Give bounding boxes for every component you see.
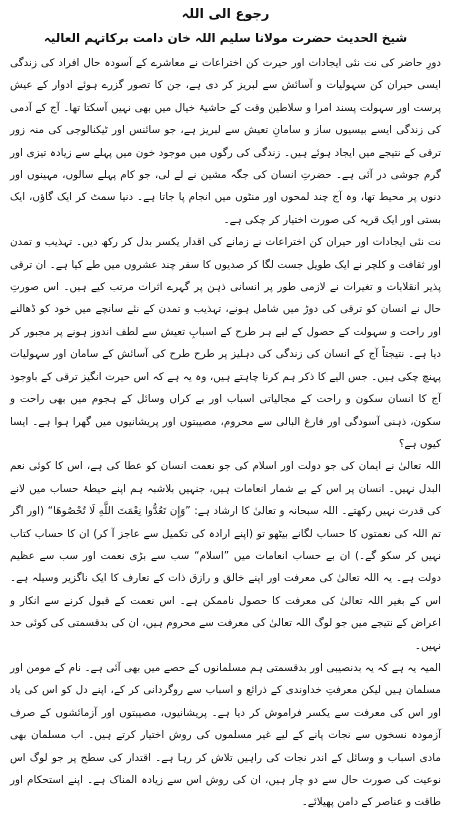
paragraph-2: نت نئی ایجادات اور حیران کن اختراعات نے زمانے کی اقدار یکسر بدل کر رکھ دیں۔ تہذیب و تمدن اور ثقافت و کلچر نے ایک طویل جست لگا کر صدیوں کا سفر چند عشروں میں طے کیا ہے۔ ان ترقی پذیر انقلابات و تغیرات نے لازمی طور پر انسانی ذہن پر گہرے اثرات مرتب کیے ہیں۔ اس صورتِ حال نے انسان کو ترقی کی دوڑ میں شامل ہونے، تہذیب و تمدن کے نئے سانچے میں خود کو ڈھالنے اور راحت و سہولت کے حصول کے لیے ہر طرح کے اسبابِ تعیش سے لطف اندوز ہونے پر مجبور کر دیا ہے۔ نتیجتاً آج کے انسان کی زندگی کی دہلیز پر طرح طرح کی آسائش کے سامان اور سہولیات پہنچ چکی ہیں۔ جس الیے کا ذکر ہم کرنا چاہتے ہیں، وہ یہ ہے کہ اس حیرت انگیز ترقی کے باوجود آج کا انسان سکون و راحت کے مجالیاتی اسباب اور بے کراں وسائل کے ہجوم میں بھی راحت و سکون، ذہنی آسودگی اور فارغ البالی سے محروم، مصیبتوں اور پریشانیوں میں گھرا ہوا ہے۔ ایسا کیوں ہے؟	[10, 236, 441, 450]
paragraph-4: المیہ یہ ہے کہ یہ بدنصیبی اور بدقسمتی ہم مسلمانوں کے حصے میں بھی آئی ہے۔ نام کے مومن اور مسلمان ہیں لیکن معرفتِ خداوندی کے ذرائع و اسباب سے روگردانی کر کے، اپنے دل کو اس کی یاد اور اس کی معرفت سے یکسر فراموش کر دیا ہے۔ پریشانیوں، مصیبتوں اور آزمائشوں کے صرف آزمودہ نسخوں سے نجات پانے کے لیے غیر مسلموں کی روش اختیار کرتے ہیں۔ اب مسلمان بھی مادی اسباب و وسائل کے اندر نجات کی راہیں تلاش کر رہا ہے۔ اقتدار کی سطح پر جو لوگ اس نوعیت کی صورت حال سے دو چار ہیں، ان کی روش اس سے زیادہ المناک ہے۔ اپنے استحکام اور طاقت و عناصر کے دامن پھیلائے۔	[10, 661, 441, 809]
paragraph-1: دورِ حاضر کی نت نئی ایجادات اور حیرت کن اختراعات نے معاشرے کے آسودہ حال افراد کی زندگی ایسی حیران کن سہولیات و آسائش سے لبریز کر دی ہے، جن کا تصور گزرے ہوئے ادوار کے عیش پرست اور سہولت پسند امرا و سلاطین وقت کے حاشیۂ خیال میں بھی نہیں آسکتا تھا۔ آج کے آدمی کی زندگی ایسے بیسیوں ساز و سامانِ تعیش سے لبریز ہے، جو سائنس اور ٹیکنالوجی کی منہ زور ترقی کے نتیجے میں ایجاد ہوئے ہیں۔ زندگی کی رگوں میں موجود خون میں پہلے سے زیادہ تیزی اور گرم جوشی در آئی ہے۔ حضرتِ انسان کی جگہ مشین نے لے لی، جو کام پہلے سالوں، مہینوں اور دنوں پر محیط تھا، وہ آج چند لمحوں اور منٹوں میں انجام پا جاتا ہے۔ دنیا سمٹ کر ایک گاؤں، ایک بستی اور ایک قریہ کی صورت اختیار کر چکی ہے۔	[10, 57, 441, 226]
paragraph-3: اللہ تعالیٰ نے ایمان کی جو دولت اور اسلام کی جو نعمت انسان کو عطا کی ہے، اس کا کوئی نعم البدل نہیں۔ انسان پر اس کے بے شمار انعامات ہیں، جنہیں بلاشبہ ہم اپنے حیطۂ حساب میں لانے کی قدرت نہیں رکھتے۔ اللہ سبحانہ و تعالیٰ کا ارشاد ہے: ”وَإِن تَعُدُّوا نِعْمَتَ اللَّهِ لَا تُحْصُوهَا“ (اور اگر تم اللہ کی نعمتوں کا حساب لگانے بیٹھو تو (اپنے ارادہ کی تکمیل سے عاجز آ کر) ان کا حساب کتاب نہیں کر سکو گے۔) ان بے حساب انعامات میں ”اسلام“ سب سے بڑی نعمت اور سب سے عظیم دولت ہے۔ یہ اللہ تعالیٰ کی معرفت اور اپنے خالق و رازق ذات کے تعارف کا ایک ناگزیر وسیلہ ہے۔ اس کے بغیر اللہ تعالیٰ کی معرفت کا حصول ناممکن ہے۔ اس نعمت کے قبول کرنے سے انکار و اعراض کے نتیجے میں جو لوگ اللہ تعالیٰ کی معرفت سے محروم ہیں، ان کی بدقسمتی کی کوئی حد نہیں۔	[10, 460, 441, 652]
article-title: رجوع الی اللہ	[181, 7, 270, 22]
author-byline: شیخ الحدیث حضرت مولانا سلیم اللہ خان دامت برکاتہم العالیہ	[43, 31, 408, 45]
